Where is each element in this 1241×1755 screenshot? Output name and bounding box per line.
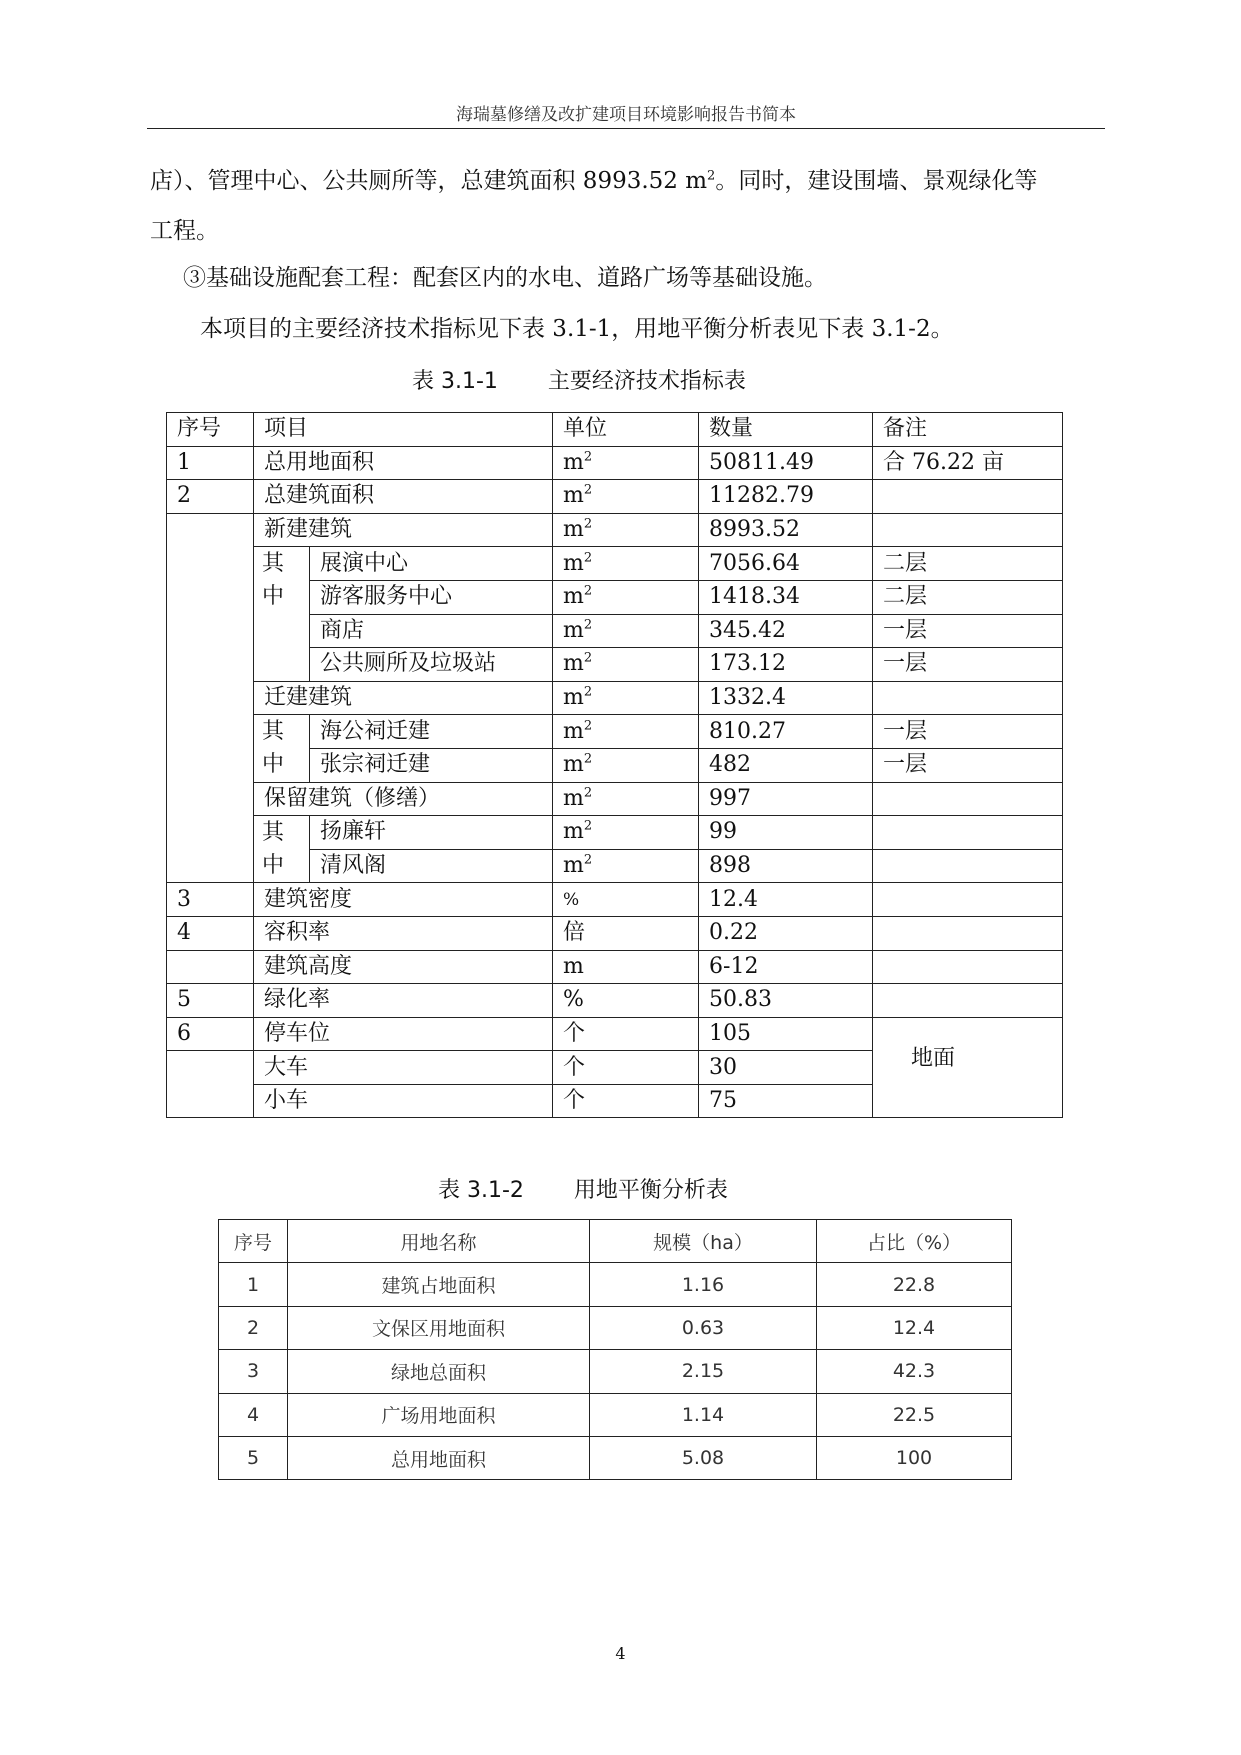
unit-text: m xyxy=(563,853,584,879)
cell-qty: 7056.64 xyxy=(699,547,873,581)
unit-sup: 2 xyxy=(583,449,593,465)
unit-text: m xyxy=(563,685,584,711)
cell-item: 建筑高度 xyxy=(254,950,553,984)
cell-item: 游客服务中心 xyxy=(310,580,553,614)
cell-item: 扬廉轩 xyxy=(310,816,553,850)
cell-no: 2 xyxy=(167,480,254,514)
table2-caption xyxy=(438,1173,728,1204)
cell-unit xyxy=(553,513,699,547)
cell-note xyxy=(873,883,1063,917)
paragraph-table-intro: 本项目的主要经济技术指标见下表 3.1-1，用地平衡分析表见下表 3.1-2。 xyxy=(200,316,954,342)
table-row xyxy=(167,950,1063,984)
cell-qty: 6-12 xyxy=(699,950,873,984)
paragraph-line: 工程。 xyxy=(150,218,219,244)
table-row xyxy=(167,984,1063,1018)
unit-sup: 2 xyxy=(583,684,593,700)
cell-no: 4 xyxy=(167,916,254,950)
cell-no xyxy=(167,1051,254,1118)
cell-qty: 482 xyxy=(699,748,873,782)
cell-unit: 个 xyxy=(553,1051,699,1085)
cell-unit xyxy=(553,446,699,480)
cell-item: 迁建建筑 xyxy=(254,681,553,715)
unit-sup: 2 xyxy=(583,651,593,667)
cell-no: 3 xyxy=(167,883,254,917)
cell-qty: 105 xyxy=(699,1017,873,1051)
cell-qty: 12.4 xyxy=(699,883,873,917)
cell-name: 绿地总面积 xyxy=(288,1350,590,1393)
cell-size: 5.08 xyxy=(590,1436,817,1479)
cell-item: 建筑密度 xyxy=(254,883,553,917)
cell-unit xyxy=(553,480,699,514)
sub-label: 其 中 xyxy=(262,719,285,778)
unit-text: m xyxy=(563,819,584,845)
cell-qty: 173.12 xyxy=(699,648,873,682)
unit-text: m xyxy=(563,449,584,475)
unit-sup: 2 xyxy=(583,852,593,868)
table-row xyxy=(167,916,1063,950)
cell-item: 商店 xyxy=(310,614,553,648)
header-cell: 用地名称 xyxy=(288,1220,590,1263)
cell-no: 5 xyxy=(167,984,254,1018)
cell-pct: 100 xyxy=(817,1436,1012,1479)
unit-sup: 2 xyxy=(583,550,593,566)
cell-unit: % xyxy=(553,883,699,917)
cell-note xyxy=(873,950,1063,984)
cell-item: 大车 xyxy=(254,1051,553,1085)
cell-size: 1.14 xyxy=(590,1393,817,1436)
cell-note: 二层 xyxy=(873,580,1063,614)
unit-text: m xyxy=(563,550,584,576)
cell-item: 新建建筑 xyxy=(254,513,553,547)
cell-note: 一层 xyxy=(873,715,1063,749)
cell-no: 3 xyxy=(219,1350,288,1393)
cell-note xyxy=(873,513,1063,547)
cell-unit xyxy=(553,849,699,883)
table-row xyxy=(167,446,1063,480)
cell-no: 4 xyxy=(219,1393,288,1436)
cell-note: 一层 xyxy=(873,648,1063,682)
cell-unit xyxy=(553,681,699,715)
cell-qty: 345.42 xyxy=(699,614,873,648)
header-cell: 备注 xyxy=(873,413,1063,447)
cell-qty: 50.83 xyxy=(699,984,873,1018)
cell-pct: 22.8 xyxy=(817,1263,1012,1306)
running-header: 海瑞墓修缮及改扩建项目环境影响报告书简本 xyxy=(456,105,796,125)
table-row xyxy=(167,1017,1063,1051)
cell-note xyxy=(873,480,1063,514)
cell-item: 保留建筑（修缮） xyxy=(254,782,553,816)
cell-name: 总用地面积 xyxy=(288,1436,590,1479)
cell-note: 一层 xyxy=(873,748,1063,782)
cell-qty: 30 xyxy=(699,1051,873,1085)
cell-qty: 997 xyxy=(699,782,873,816)
cell-note xyxy=(873,816,1063,850)
cell-note xyxy=(873,782,1063,816)
cell-note xyxy=(873,984,1063,1018)
unit-sup: 2 xyxy=(583,516,593,532)
cell-item: 小车 xyxy=(254,1084,553,1118)
unit-sup: 2 xyxy=(583,751,593,767)
header-cell: 序号 xyxy=(219,1220,288,1263)
cell-no: 1 xyxy=(219,1263,288,1306)
cell-size: 0.63 xyxy=(590,1306,817,1349)
cell-no: 1 xyxy=(167,446,254,480)
table1-caption-number: 表 3.1-1 xyxy=(412,369,498,394)
cell-unit: m xyxy=(553,950,699,984)
unit-sup: 2 xyxy=(583,583,593,599)
cell-name: 建筑占地面积 xyxy=(288,1263,590,1306)
table-row xyxy=(167,782,1063,816)
unit-text: m xyxy=(563,718,584,744)
unit-text: m xyxy=(563,584,584,610)
cell-item: 公共厕所及垃圾站 xyxy=(310,648,553,682)
table-row xyxy=(219,1436,1012,1479)
header-cell: 规模（ha） xyxy=(590,1220,817,1263)
cell-unit: 倍 xyxy=(553,916,699,950)
cell-unit xyxy=(553,715,699,749)
sub-label-cell xyxy=(254,715,310,782)
cell-name: 广场用地面积 xyxy=(288,1393,590,1436)
unit-text: m xyxy=(563,517,584,543)
cell-item: 海公祠迁建 xyxy=(310,715,553,749)
header-cell: 占比（%） xyxy=(817,1220,1012,1263)
cell-item: 容积率 xyxy=(254,916,553,950)
table-row xyxy=(219,1306,1012,1349)
cell-unit: 个 xyxy=(553,1017,699,1051)
table1-caption-title: 主要经济技术指标表 xyxy=(547,369,746,394)
cell-unit: % xyxy=(553,984,699,1018)
cell-item: 绿化率 xyxy=(254,984,553,1018)
header-cell: 数量 xyxy=(699,413,873,447)
paragraph-text: 店）、管理中心、公共厕所等，总建筑面积 8993.52 m xyxy=(150,168,708,194)
unit-text: m xyxy=(563,785,584,811)
unit-text: m xyxy=(563,617,584,643)
table-row xyxy=(167,816,1063,850)
cell-size: 1.16 xyxy=(590,1263,817,1306)
superscript: 2 xyxy=(707,168,716,184)
cell-size: 2.15 xyxy=(590,1350,817,1393)
sub-label: 其 中 xyxy=(262,551,285,610)
page-number: 4 xyxy=(615,1644,626,1663)
cell-pct: 12.4 xyxy=(817,1306,1012,1349)
unit-text: m xyxy=(563,483,584,509)
table-row xyxy=(219,1350,1012,1393)
cell-note xyxy=(873,916,1063,950)
cell-item: 总用地面积 xyxy=(254,446,553,480)
land-balance-table xyxy=(218,1219,1012,1480)
table2-caption-title: 用地平衡分析表 xyxy=(573,1178,728,1203)
table-row xyxy=(167,681,1063,715)
cell-unit xyxy=(553,782,699,816)
unit-sup: 2 xyxy=(583,718,593,734)
paragraph-text: 。同时，建设围墙、景观绿化等 xyxy=(715,168,1038,194)
cell-pct: 22.5 xyxy=(817,1393,1012,1436)
cell-item: 展演中心 xyxy=(310,547,553,581)
cell-note: 合 76.22 亩 xyxy=(873,446,1063,480)
table-row xyxy=(167,480,1063,514)
table-row xyxy=(167,715,1063,749)
table-header-row xyxy=(219,1220,1012,1263)
table-row xyxy=(167,547,1063,581)
cell-no xyxy=(167,513,254,883)
cell-item: 张宗祠迁建 xyxy=(310,748,553,782)
cell-no: 6 xyxy=(167,1017,254,1051)
unit-text: m xyxy=(563,651,584,677)
cell-note: 地面 xyxy=(873,1017,1063,1118)
table-row xyxy=(219,1263,1012,1306)
unit-sup: 2 xyxy=(583,819,593,835)
header-rule xyxy=(147,128,1105,129)
cell-unit xyxy=(553,816,699,850)
cell-item: 清风阁 xyxy=(310,849,553,883)
cell-qty: 75 xyxy=(699,1084,873,1118)
cell-unit xyxy=(553,748,699,782)
header-cell: 单位 xyxy=(553,413,699,447)
table2-caption-number: 表 3.1-2 xyxy=(438,1178,524,1203)
header-cell: 序号 xyxy=(167,413,254,447)
unit-sup: 2 xyxy=(583,483,593,499)
cell-no: 5 xyxy=(219,1436,288,1479)
cell-note: 二层 xyxy=(873,547,1063,581)
cell-unit xyxy=(553,580,699,614)
economic-indicators-table xyxy=(166,412,1063,1118)
cell-qty: 1332.4 xyxy=(699,681,873,715)
cell-note xyxy=(873,681,1063,715)
paragraph-line xyxy=(150,166,1110,196)
cell-qty: 898 xyxy=(699,849,873,883)
cell-qty: 1418.34 xyxy=(699,580,873,614)
table1-caption xyxy=(412,364,746,395)
table-row xyxy=(219,1393,1012,1436)
header-cell: 项目 xyxy=(254,413,553,447)
cell-note xyxy=(873,849,1063,883)
cell-qty: 0.22 xyxy=(699,916,873,950)
sub-label: 其 中 xyxy=(262,820,285,879)
table-row xyxy=(167,513,1063,547)
sub-label-cell xyxy=(254,547,310,681)
cell-item: 停车位 xyxy=(254,1017,553,1051)
unit-sup: 2 xyxy=(583,617,593,633)
cell-qty: 11282.79 xyxy=(699,480,873,514)
cell-unit xyxy=(553,614,699,648)
cell-pct: 42.3 xyxy=(817,1350,1012,1393)
table-header-row xyxy=(167,413,1063,447)
cell-no xyxy=(167,950,254,984)
cell-unit xyxy=(553,648,699,682)
paragraph-infrastructure: ③基础设施配套工程：配套区内的水电、道路广场等基础设施。 xyxy=(183,265,827,291)
cell-qty: 810.27 xyxy=(699,715,873,749)
cell-item: 总建筑面积 xyxy=(254,480,553,514)
cell-qty: 50811.49 xyxy=(699,446,873,480)
unit-text: m xyxy=(563,752,584,778)
cell-no: 2 xyxy=(219,1306,288,1349)
cell-qty: 99 xyxy=(699,816,873,850)
cell-unit xyxy=(553,547,699,581)
table-row xyxy=(167,883,1063,917)
cell-unit: 个 xyxy=(553,1084,699,1118)
cell-note: 一层 xyxy=(873,614,1063,648)
sub-label-cell xyxy=(254,816,310,883)
cell-name: 文保区用地面积 xyxy=(288,1306,590,1349)
cell-qty: 8993.52 xyxy=(699,513,873,547)
unit-sup: 2 xyxy=(583,785,593,801)
